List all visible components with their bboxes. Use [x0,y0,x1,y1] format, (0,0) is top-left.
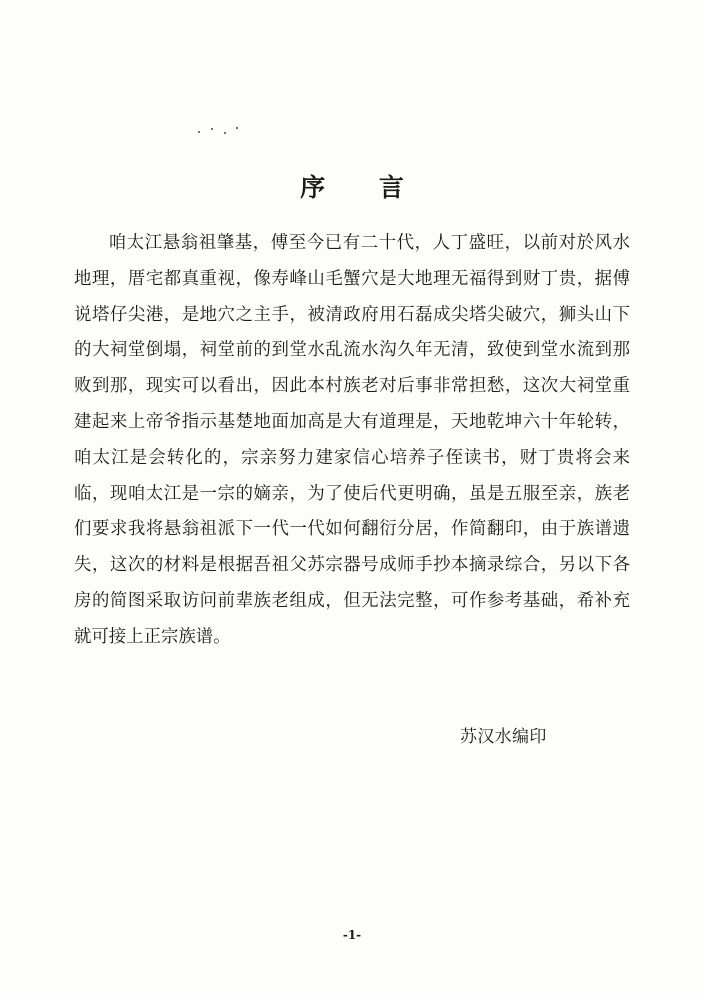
document-title: 序 言 [300,173,427,202]
scan-speck [198,131,200,133]
page-number: -1- [342,928,362,942]
scan-speck [236,127,238,129]
scan-speck [224,132,226,134]
scan-speck [211,128,213,130]
preface-body: 咱太江悬翁祖肇基，傅至今已有二十代，人丁盛旺，以前对於风水地理，厝宅都真重视，像寿峰山毛蟹穴是大地理无福得到财丁贵，据傅说塔仔尖港，是地穴之主手，被清政府用石磊成尖塔尖破穴，狮头山下的大祠堂倒塌，祠堂前的到堂水乱流水沟久年无清，致使到堂水流到那败到那，现实可以看出，因此本村族老对后事非常担愁，这次大祠堂重建起来上帝爷指示基楚地面加高是大有道理是，天地乾坤六十年轮转，咱太江是会转化的，宗亲努力建家信心培养子侄读书，财丁贵将会来临，现咱太江是一宗的嫡亲，为了使后代更明确，虽是五服至亲，族老们要求我将悬翁祖派下一代一代如何翻衍分居，作简翻印，由于族谱遗失，这次的材料是根据吾祖父苏宗器号成师手抄本摘录综合，另以下各房的简图采取访问前辈族老组成，但无法完整，可作参考基础，希补充就可接上正宗族谱。 [74,233,630,647]
author-signature: 苏汉水编印 [460,727,547,747]
